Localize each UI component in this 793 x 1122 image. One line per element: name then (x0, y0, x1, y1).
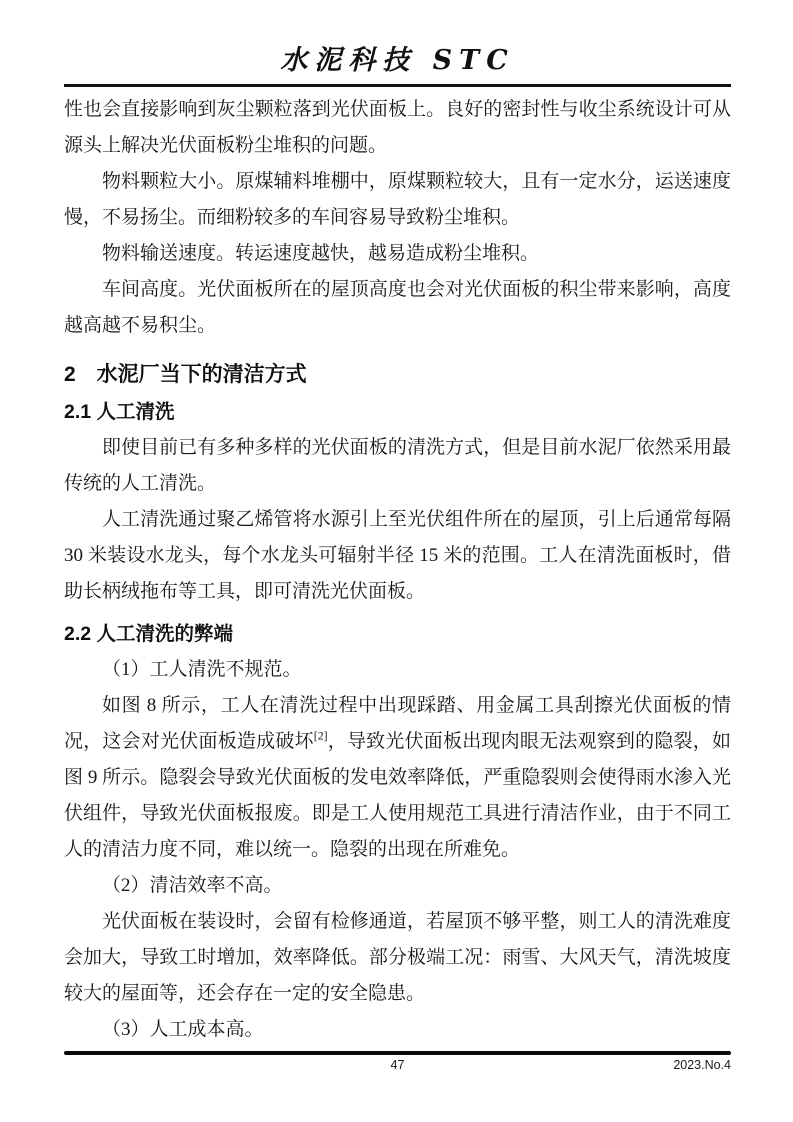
paragraph-manual-cleaning-method: 人工清洗通过聚乙烯管将水源引上至光伏组件所在的屋顶，引上后通常每隔 30 米装设水龙头，每个水龙头可辐射半径 15 米的范围。工人在清洗面板时，借助长柄绒拖布等工具，即可清洗光伏面板。 (64, 509, 731, 602)
subsection-heading-2-1: 2.1 人工清洗 (64, 401, 175, 423)
paragraph-continued: 性也会直接影响到灰尘颗粒落到光伏面板上。良好的密封性与收尘系统设计可从源头上解决光伏面板粉尘堆积的问题。 (64, 99, 731, 156)
page-footer (64, 1058, 731, 1076)
footer-rule (64, 1051, 731, 1055)
paragraph-item-3: （3）人工成本高。 (102, 1019, 264, 1040)
paragraph-material-transport-speed: 物料输送速度。转运速度越快，越易造成粉尘堆积。 (102, 243, 540, 264)
document-body (64, 92, 731, 1048)
paragraph-hidden-crack-before: 如图 8 所示，工人在清洗过程中出现踩踏、用金属工具刮擦光伏面板的情况，这会对光伏面板造成破坏 (64, 695, 731, 752)
paragraph-efficiency: 光伏面板在装设时，会留有检修通道，若屋顶不够平整，则工人的清洗难度会加大，导致工时增加，效率降低。部分极端工况：雨雪、大风天气，清洗坡度较大的屋面等，还会存在一定的安全隐患。 (64, 911, 731, 1004)
paragraph-item-2: （2）清洁效率不高。 (102, 875, 283, 896)
page-number: 47 (390, 1058, 405, 1072)
section-heading-2: 2 水泥厂当下的清洁方式 (64, 363, 307, 386)
paragraph-workshop-height: 车间高度。光伏面板所在的屋顶高度也会对光伏面板的积尘带来影响，高度越高越不易积尘。 (64, 279, 731, 336)
subsection-heading-2-2: 2.2 人工清洗的弊端 (64, 623, 234, 645)
paragraph-hidden-crack (64, 688, 731, 868)
paragraph-manual-cleaning-intro: 即使目前已有多种多样的光伏面板的清洗方式，但是目前水泥厂依然采用最传统的人工清洗。 (64, 437, 731, 494)
journal-header (64, 38, 731, 77)
citation-superscript: [2] (313, 729, 328, 743)
paragraph-item-1: （1）工人清洗不规范。 (102, 659, 302, 680)
journal-title: 水泥科技 STC (280, 45, 515, 76)
issue-label: 2023.No.4 (673, 1058, 731, 1072)
paragraph-hidden-crack-after: ，导致光伏面板出现肉眼无法观察到的隐裂，如图 9 所示。隐裂会导致光伏面板的发电效率降低，严重隐裂则会使得雨水渗入光伏组件，导致光伏面板报废。即是工人使用规范工具进行清洁作业，由于不同工人的清洁力度不同，难以统一。隐裂的出现在所难免。 (64, 731, 731, 860)
header-rule (64, 84, 731, 87)
paragraph-material-particle-size: 物料颗粒大小。原煤辅料堆棚中，原煤颗粒较大，且有一定水分，运送速度慢，不易扬尘。而细粉较多的车间容易导致粉尘堆积。 (64, 171, 731, 228)
